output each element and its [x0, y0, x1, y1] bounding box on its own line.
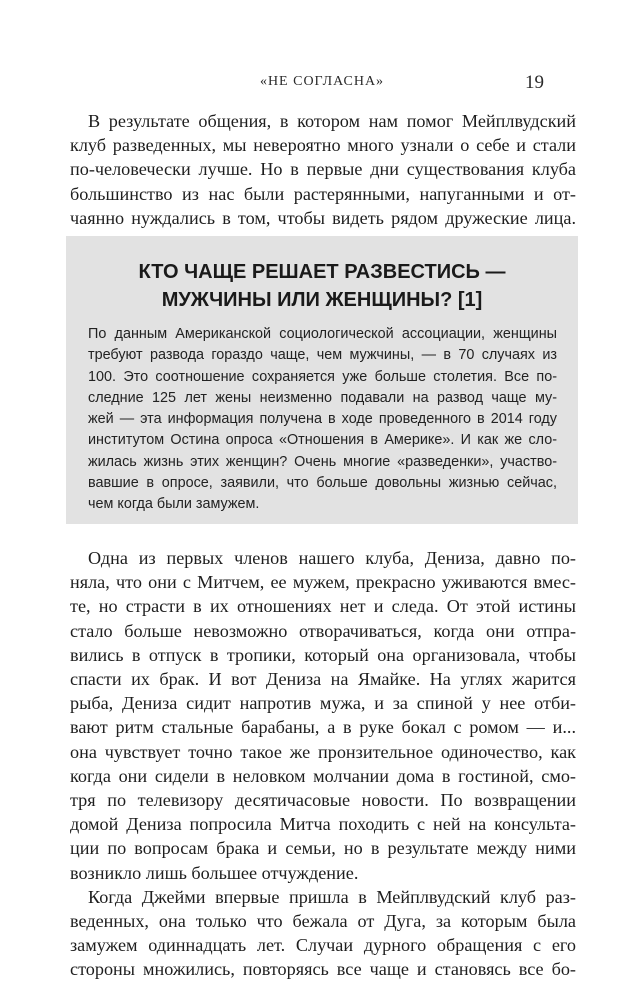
page-number: 19 [525, 72, 544, 93]
sidebar-line: институтом Остина опроса «Отношения в Америке». И как же сло- [88, 432, 557, 449]
text-line: тря по телевизору десятичасовые новости. По возвращении [70, 790, 576, 811]
text-line: стало больше невозможно отворачиваться, когда они отпра- [70, 620, 576, 641]
sidebar-title-line: МУЖЧИНЫ ИЛИ ЖЕНЩИНЫ? [1] [161, 289, 483, 311]
text-line: веденных, она только что бежала от Дуга, за которым была [70, 911, 576, 932]
running-head-title: «НЕ СОГЛАСНА» [259, 74, 385, 89]
sidebar-line: По данным Американской социологической ассоциации, женщины [88, 326, 557, 342]
text-line: по-человечески лучше. Но в первые дни существования клуба [70, 159, 576, 180]
text-line: стороны множились, повторяясь все чаще и становясь все бо- [70, 959, 576, 980]
sidebar-title-line: КТО ЧАЩЕ РЕШАЕТ РАЗВЕСТИСЬ — [138, 261, 506, 283]
text-line: В результате общения, в котором нам помог Мейплвудский [88, 111, 576, 131]
text-line: Когда Джейми впервые пришла в Мейплвудский клуб раз- [88, 886, 576, 907]
text-line: спасти их брак. И вот Дениза на Ямайке. На углях жарится [70, 669, 576, 690]
sidebar-line: требуют развода гораздо чаще, чем мужчины, — в 70 случаях из [88, 347, 557, 364]
paragraph-intro [70, 109, 576, 230]
text-line: она чувствует точно такое же пронзительное одиночество, как [70, 741, 576, 762]
paragraph-jamie [70, 885, 576, 982]
sidebar-title [66, 258, 578, 314]
text-line: большинство из нас были растерянными, напуганными и от- [70, 183, 576, 204]
sidebar-line: 100. Это соотношение сохраняется уже больше столетия. Все по- [88, 368, 557, 385]
text-line: вают ритм стальные барабаны, а в руке бокал с ромом — и... [70, 717, 576, 738]
text-line: вились в отпуск в тропики, который она организовала, чтобы [70, 644, 576, 665]
sidebar-line: чем когда были замужем. [88, 496, 260, 513]
sidebar-line: вавшие в опросе, заявили, что больше довольны жизнью сейчас, [88, 475, 557, 492]
main-text [70, 546, 576, 982]
text-line: замужем одиннадцать лет. Случаи дурного обращения с его [70, 935, 576, 956]
text-line: няла, что они с Митчем, ее мужем, прекрасно уживаются вмес- [70, 572, 576, 593]
text-line: когда они сидели в неловком молчании дома в гостиной, смо- [70, 765, 576, 786]
sidebar-body [88, 324, 557, 516]
text-line: возникло лишь большее отчуждение. [70, 862, 359, 883]
text-line: те, но страсти в их отношениях нет и следа. От этой истины [70, 596, 576, 617]
paragraph-deniza [70, 546, 576, 885]
sidebar-line: жей — эта информация получена в ходе проведенного в 2014 году [88, 411, 557, 428]
sidebar-line: жилась жизнь этих женщин? Очень многие «разведенки», участво- [88, 453, 557, 470]
text-line: ции по вопросам брака и семьи, но в результате между ними [70, 838, 576, 859]
text-line: рыба, Дениза сидит напротив мужа, и за спиной у нее отби- [70, 693, 576, 714]
text-line: Одна из первых членов нашего клуба, Дениза, давно по- [88, 548, 576, 568]
running-header [0, 74, 644, 96]
text-line: домой Дениза попросила Митча походить с ней на консульта- [70, 814, 576, 835]
sidebar-line: следние 125 лет жены неизменно подавали на развод чаще му- [88, 389, 557, 406]
text-line: чаянно нуждались в том, чтобы видеть рядом дружеские лица. [70, 207, 576, 228]
sidebar-box [66, 236, 578, 524]
text-line: клуб разведенных, мы невероятно много узнали о себе и стали [70, 135, 576, 156]
